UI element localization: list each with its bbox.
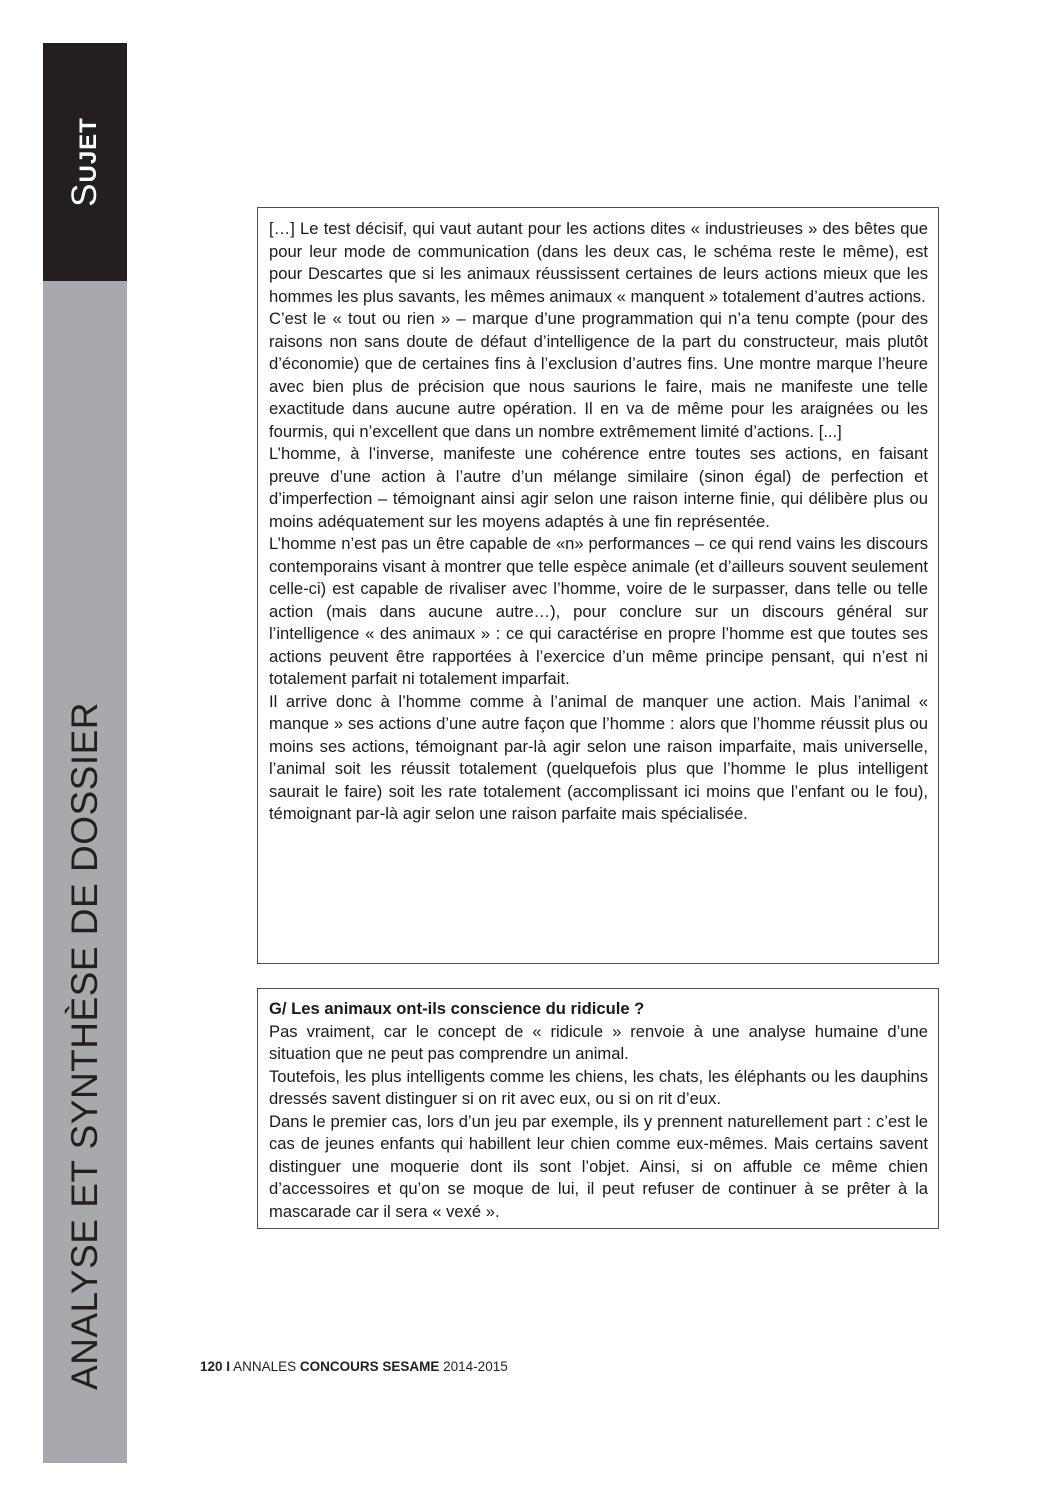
section-label-rest: UJET	[75, 117, 102, 183]
page-number: 120	[200, 1359, 223, 1374]
footer-years: 2014-2015	[443, 1359, 508, 1374]
category-label: ANALYSE ET SYNTHÈSE DE DOSSIER	[64, 701, 105, 1391]
question-box	[257, 988, 939, 1229]
footer-concours: CONCOURS SESAME	[299, 1359, 440, 1374]
page-footer	[200, 1359, 508, 1374]
footer-annales: ANNALES	[233, 1359, 297, 1374]
excerpt-paragraph: C’est le « tout ou rien » – marque d’une programmation qui n’a tenu compte (pour des raisons non sans doute de défaut d’intelligence de la part du constructeur, mais plutôt d’économie) que de certaines fins à l’exclusion d’autres fins. Une montre marque l’heure avec bien plus de précision que nous saurions le faire, mais ne manifeste une telle exactitude dans aucune autre opération. Il en va de même pour les araignées ou les fourmis, qui n’excellent que dans un nombre extrêmement limité d’actions. [...]	[269, 309, 928, 441]
excerpt-box	[257, 207, 939, 964]
footer-separator: I	[226, 1359, 231, 1374]
excerpt-paragraph: L’homme, à l’inverse, manifeste une cohérence entre toutes ses actions, en faisant preuve d’une action à l’autre d’un mélange similaire (sinon égal) de perfection et d’imperfection – témoignant ainsi agir selon une raison interne finie, qui délibère plus ou moins adéquatement sur les moyens adaptés à une fin représentée.	[269, 444, 928, 531]
question-paragraph: Toutefois, les plus intelligents comme les chiens, les chats, les éléphants ou les dauphins dressés savent distinguer si on rit avec eux, ou si on rit d’eux.	[269, 1066, 928, 1108]
excerpt-paragraph: Il arrive donc à l’homme comme à l’animal de manquer une action. Mais l’animal « manque » ses actions d’une autre façon que l’homme : alors que l’homme réussit plus ou moins ses actions, témoignant par-là agir selon une raison imparfaite, mais universelle, l’animal soit les réussit totalement (quelquefois plus que l’homme le plus intelligent saurait le faire) soit les rate totalement (accomplissant ici moins que l’enfant ou le fou), témoignant par-là agir selon une raison parfaite mais spécialisée.	[269, 691, 928, 823]
section-label	[65, 117, 105, 207]
question-heading: G/ Les animaux ont-ils conscience du ridicule ?	[269, 999, 645, 1018]
excerpt-paragraph: […] Le test décisif, qui vaut autant pour les actions dites « industrieuses » des bêtes que pour leur mode de communication (dans les deux cas, le schéma reste le même), est pour Descartes que si les animaux réussissent certaines de leurs actions mieux que les hommes les plus savants, les mêmes animaux « manquent » totalement d’autres actions.	[269, 219, 928, 306]
question-paragraph: Dans le premier cas, lors d’un jeu par exemple, ils y prennent naturellement part : c’est le cas de jeunes enfants qui habillent leur chien comme eux-mêmes. Mais certains savent distinguer une moquerie dont ils sont l’objet. Ainsi, si on affuble ce même chien d’accessoires et qu’on se moque de lui, il peut refuser de continuer à se prêter à la mascarade car il sera « vexé ».	[269, 1111, 928, 1221]
section-label-cap: S	[65, 182, 104, 207]
excerpt-paragraph: L’homme n’est pas un être capable de «n» performances – ce qui rend vains les discours contemporains visant à montrer que telle espèce animale (et d’ailleurs souvent seulement celle-ci) est capable de rivaliser avec l’homme, voire de le surpasser, dans telle ou telle action (mais dans aucune autre…), pour conclure sur un discours général sur l’intelligence « des animaux » : ce qui caractérise en propre l’homme est que toutes ses actions peuvent être rapportées à l’exercice d’un même principe pensant, qui n’est ni totalement parfait ni totalement imparfait.	[269, 534, 928, 688]
question-paragraph: Pas vraiment, car le concept de « ridicule » renvoie à une analyse humaine d’une situation que ne peut pas comprendre un animal.	[269, 1021, 928, 1063]
